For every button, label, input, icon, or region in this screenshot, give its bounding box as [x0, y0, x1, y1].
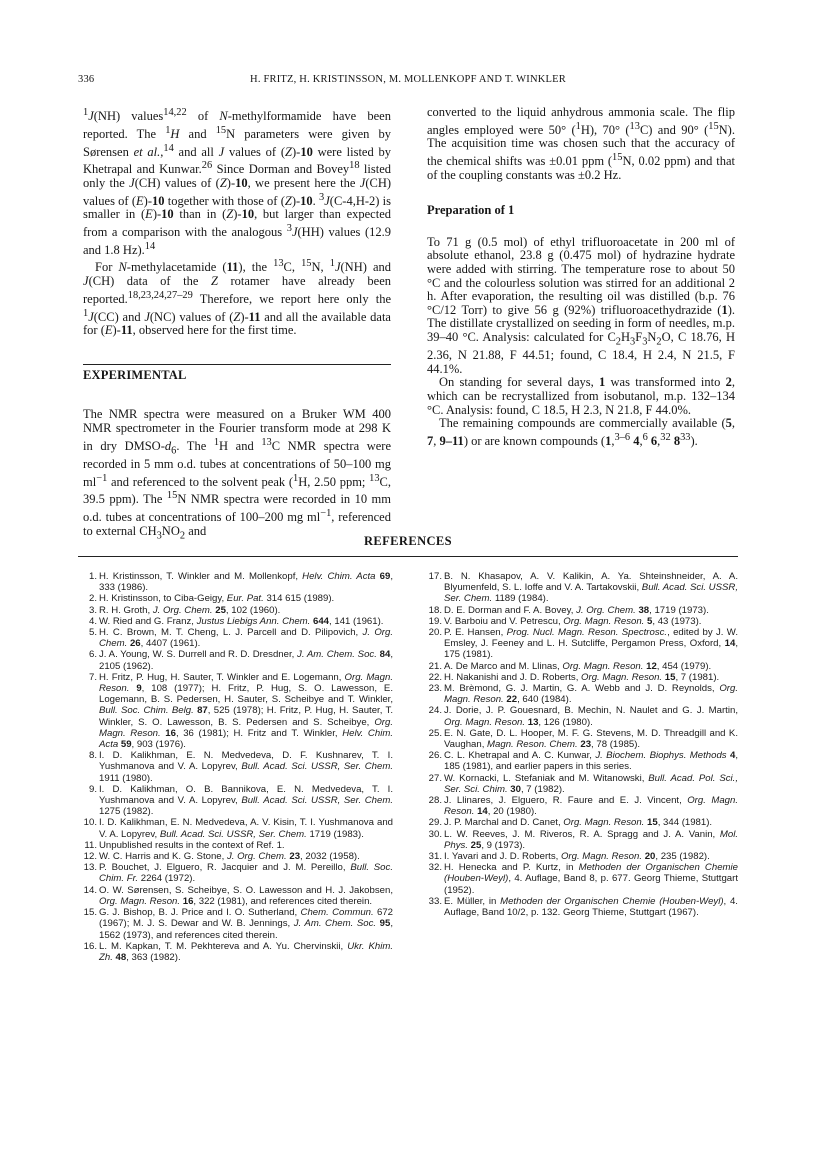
reference-number: 23 . — [428, 683, 442, 694]
reference-item — [428, 829, 738, 851]
reference-item — [83, 885, 393, 907]
reference-text: W. Ried and G. Franz, Justus Liebigs Ann. Chem. 644, 141 (1961). — [99, 615, 384, 627]
reference-text: I. Yavari and J. D. Roberts, Org. Magn. Reson. 20, 235 (1982). — [444, 851, 710, 863]
reference-text: L. M. Kapkan, T. M. Pekhtereva and A. Yu. Chervinskii, Ukr. Khim. Zh. 48, 363 (1982). — [99, 940, 393, 963]
reference-item — [83, 840, 393, 851]
reference-number: 30 . — [428, 829, 442, 840]
reference-text: L. W. Reeves, J. M. Riveros, R. A. Spragg and J. A. Vanin, Mol. Phys. 25, 9 (1973). — [444, 828, 738, 851]
reference-item — [428, 896, 738, 918]
reference-item — [83, 649, 393, 671]
reference-number: 25 . — [428, 728, 442, 739]
reference-item — [428, 750, 738, 772]
reference-text: J. Dorie, J. P. Gouesnard, B. Mechin, N. Naulet and G. J. Martin, Org. Magn. Reson. 13, 126 (1980). — [444, 705, 738, 728]
reference-number: 33 . — [428, 896, 442, 907]
reference-text: P. E. Hansen, Prog. Nucl. Magn. Reson. Spectrosc., edited by J. W. Emsley, J. Feeney and L. H. Sutcliffe, Pergamon Press, Oxford, 14, 175 (1981). — [444, 627, 738, 661]
reference-text: H. C. Brown, M. T. Cheng, L. J. Parcell and D. Pilipovich, J. Org. Chem. 26, 4407 (1961). — [99, 627, 393, 650]
reference-number: 17 . — [428, 571, 442, 582]
reference-text: I. D. Kalikhman, O. B. Bannikova, E. N. Medvedeva, T. I. Yushmanova and V. A. Lopyrev, Bull. Acad. Sci. USSR, Ser. Chem. 1275 (1982). — [99, 783, 393, 818]
paragraph: converted to the liquid anhydrous ammonia scale. The flip angles employed were 50° ($^1$H), 70° ($^{13}$C) and 90° ($^{15}$N). The acquisition time was chosen such that the accuracy of the chemical shifts was ±0.01 ppm ($^{15}$N, 0.02 ppm) and that of the coupling constants was ±0.2 Hz. — [427, 105, 735, 182]
reference-text: M. Brèmond, G. J. Martin, G. A. Webb and J. D. Reynolds, Org. Magn. Reson. 22, 640 (1984). — [444, 683, 738, 706]
reference-number: 2 . — [83, 593, 97, 604]
reference-text: Unpublished results in the context of Ref. 1. — [99, 839, 285, 851]
reference-item — [83, 593, 393, 604]
reference-number: 11 . — [83, 840, 97, 851]
reference-text: J. A. Young, W. S. Durrell and R. D. Dresdner, J. Am. Chem. Soc. 84, 2105 (1962). — [99, 649, 393, 672]
page-number: 336 — [78, 74, 95, 85]
reference-text: E. N. Gate, D. L. Hooper, M. F. G. Stevens, M. D. Threadgill and K. Vaughan, Magn. Reson. Chem. 23, 78 (1985). — [444, 727, 738, 751]
reference-list — [83, 571, 393, 963]
references-left-column — [83, 571, 393, 963]
reference-item — [428, 862, 738, 896]
reference-text: J. P. Marchal and D. Canet, Org. Magn. Reson. 15, 344 (1981). — [444, 817, 713, 829]
paragraph: For N-methylacetamide (11), the $^{13}$C, $^{15}$N, $^1$J(NH) and J(CH) data of the Z rotamer have already been reported.$^{18,23,24,27-29}$ Therefore, we report here only the $^1$J(CC) and J(NC) values of (Z)-11 and all the available data for (E)-11, observed here for the first time. — [83, 258, 392, 338]
reference-number: 12 . — [83, 851, 97, 862]
references-rule — [78, 556, 738, 557]
reference-item — [83, 627, 393, 649]
reference-number: 27 . — [428, 773, 442, 784]
reference-item — [428, 773, 738, 795]
reference-item — [428, 605, 738, 616]
reference-item — [428, 616, 738, 627]
reference-text: I. D. Kalikhman, E. N. Medvedeva, A. V. Kisin, T. I. Yushmanova and V. A. Lopyrev, Bull. Acad. Sci. USSR, Ser. Chem. 1719 (1983). — [99, 817, 393, 840]
reference-text: A. De Marco and M. Llinas, Org. Magn. Reson. 12, 454 (1979). — [444, 660, 712, 672]
reference-number: 8 . — [83, 750, 97, 761]
reference-text: G. J. Bishop, B. J. Price and I. O. Sutherland, Chem. Commun. 672 (1967); M. J. S. Dewar and W. B. Jennings, J. Am. Chem. Soc. 95, 1562 (1973), and references cited therein. — [99, 907, 393, 941]
references-heading: REFERENCES — [363, 534, 453, 548]
reference-number: 7 . — [83, 672, 97, 683]
running-head-authors: H. FRITZ, H. KRISTINSSON, M. MOLLENKOPF AND T. WINKLER — [250, 74, 566, 85]
reference-text: W. C. Harris and K. G. Stone, J. Org. Chem. 23, 2032 (1958). — [99, 851, 360, 863]
reference-list — [428, 571, 738, 918]
paragraph: To 71 g (0.5 mol) of ethyl trifluoroacetate in 200 ml of absolute ethanol, 23.8 g (0.475 mol) of hydrazine hydrate were added with stirring. The temperature rose to about 50 °C and the colourless solution was stirred for an additional 2 h. After evaporation, the resulting oil was distilled (b.p. 76 °C/12 Torr) to give 56 g (92%) trifluoroacethydrazide (1). The distillate crystallized on seeding in form of needles, m.p. 39–40 °C. Analysis: calculated for $C_2H_3F_3N_2O$, C 18.76, H 2.36, N 21.88, F 44.51; found, C 18.4, H 2.4, N 21.5, F 44.1%. — [427, 234, 735, 376]
running-header — [78, 74, 738, 90]
reference-number: 31 . — [428, 851, 442, 862]
reference-text: W. Kornacki, L. Stefaniak and M. Witanowski, Bull. Acad. Pol. Sci., Ser. Sci. Chim. 30, 7 (1982). — [444, 772, 738, 795]
reference-item — [428, 661, 738, 672]
reference-number: 13 . — [83, 862, 97, 873]
reference-number: 32 . — [428, 862, 442, 873]
paragraph: $^1$J(NH) values$^{14,22}$ of N-methylformamide have been reported. The $^1$H and $^{15}$N parameters were given by Sørensen et al.,$^{14}$ and all J values of (Z)-10 were listed by Khetrapal and Kunwar.$^{26}$ Since Dorman and Bovey$^{18}$ listed only the J(CH) values of (Z)-10, we present here the J(CH) values of (E)-10 together with those of (Z)-10. $^3$J(C-4,H-2) is smaller in (E)-10 than in (Z)-10, but larger than expected from a comparison with the analogous $^3$J(HH) values (12.9 and 1.8 Hz).$^{14}$ — [83, 107, 392, 257]
subsection-heading-preparation: Preparation of 1 — [427, 203, 515, 218]
reference-item — [83, 616, 393, 627]
reference-text: I. D. Kalikhman, E. N. Medvedeva, D. F. Kushnarev, T. I. Yushmanova and V. A. Lopyrev, Bull. Acad. Sci. USSR, Ser. Chem. 1911 (1980). — [99, 750, 393, 784]
reference-number: 4 . — [83, 616, 97, 627]
reference-number: 19 . — [428, 616, 442, 627]
reference-number: 26 . — [428, 750, 442, 761]
section-heading-experimental: EXPERIMENTAL — [83, 364, 391, 383]
reference-number: 14 . — [83, 885, 97, 896]
reference-item — [83, 605, 393, 616]
reference-text: B. N. Khasapov, A. V. Kalikin, A. Ya. Shteinshneider, A. A. Blyumenfeld, S. L. Ioffe and V. A. Tartakovskii, Bull. Acad. Sci. USSR, Ser. Chem. 1189 (1984). — [444, 571, 738, 605]
left-column — [83, 106, 391, 543]
reference-text: R. H. Groth, J. Org. Chem. 25, 102 (1960). — [99, 604, 281, 616]
reference-text: C. L. Khetrapal and A. C. Kunwar, J. Biochem. Biophys. Methods 4, 185 (1981), and earlier papers in this series. — [444, 750, 738, 773]
reference-item — [428, 795, 738, 817]
reference-number: 6 . — [83, 649, 97, 660]
reference-item — [83, 571, 393, 593]
reference-number: 9 . — [83, 784, 97, 795]
reference-number: 10 . — [83, 817, 97, 828]
reference-item — [83, 750, 393, 784]
reference-text: D. E. Dorman and F. A. Bovey, J. Org. Chem. 38, 1719 (1973). — [444, 604, 709, 616]
reference-number: 20 . — [428, 627, 442, 638]
reference-text: J. Llinares, J. Elguero, R. Faure and E. J. Vincent, Org. Magn. Reson. 14, 20 (1980). — [444, 795, 738, 818]
reference-text: H. Henecka and P. Kurtz, in Methoden der Organischen Chemie (Houben-Weyl), 4. Auflage, Band 8, p. 677. Georg Thieme, Stuttgart (1952). — [444, 862, 738, 896]
reference-number: 1 . — [83, 571, 97, 582]
reference-number: 3 . — [83, 605, 97, 616]
reference-number: 18 . — [428, 605, 442, 616]
reference-text: E. Müller, in Methoden der Organischen Chemie (Houben-Weyl), 4. Auflage, Band 10/2, p. 132. Georg Thieme, Stuttgart (1967). — [444, 895, 738, 919]
right-column — [427, 106, 735, 448]
reference-text: H. Kristinsson, T. Winkler and M. Mollenkopf, Helv. Chim. Acta 69, 333 (1986). — [99, 571, 393, 594]
reference-number: 24 . — [428, 705, 442, 716]
reference-text: H. Nakanishi and J. D. Roberts, Org. Magn. Reson. 15, 7 (1981). — [444, 671, 720, 683]
reference-item — [83, 941, 393, 963]
reference-item — [428, 627, 738, 661]
reference-item — [428, 705, 738, 727]
reference-number: 21 . — [428, 661, 442, 672]
reference-number: 16 . — [83, 941, 97, 952]
reference-item — [428, 817, 738, 828]
reference-item — [428, 728, 738, 750]
reference-number: 22 . — [428, 672, 442, 683]
reference-text: H. Kristinsson, to Ciba-Geigy, Eur. Pat. 314 615 (1989). — [99, 593, 335, 605]
reference-text: P. Bouchet, J. Elguero, R. Jacquier and J. M. Pereillo, Bull. Soc. Chim. Fr. 2264 (1972). — [99, 862, 393, 885]
reference-item — [83, 784, 393, 818]
reference-text: H. Fritz, P. Hug, H. Sauter, T. Winkler and E. Logemann, Org. Magn. Reson. 9, 108 (1977); H. Fritz, P. Hug, S. O. Lawesson, E. Logemann, B. S. Pedersen, H. Sauter, S. Scheibye and T. Winkler, Bull. Soc. Chim. Belg. 87, 525 (1978); H. Fritz, P. Hug, H. Sauter, T. Winkler, S. O. Lawesson, B. S. Pedersen and S. Scheibye, Org. Magn. Reson. 16, 36 (1981); H. Fritz and T. Winkler, Helv. Chim. Acta 59, 903 (1976). — [99, 671, 393, 751]
reference-number: 28 . — [428, 795, 442, 806]
reference-item — [428, 672, 738, 683]
reference-item — [83, 907, 393, 941]
reference-item — [83, 862, 393, 884]
paragraph: The NMR spectra were measured on a Bruker WM 400 NMR spectrometer in the Fourier transform mode at 298 K in dry DMSO-$d_6$. The $^1$H and $^{13}$C NMR spectra were recorded in 5 mm o.d. tubes at concentrations of 50–100 mg $ml^{-1}$ and referenced to the solvent peak ($^1$H, 2.50 ppm; $^{13}$C, 39.5 ppm). The $^{15}$N NMR spectra were recorded in 10 mm o.d. tubes at concentrations of 100–200 mg $ml^{-1}$, referenced to external $CH_3NO_2$ and — [83, 407, 391, 542]
reference-item — [428, 851, 738, 862]
reference-text: V. Barboiu and V. Petrescu, Org. Magn. Reson. 5, 43 (1973). — [444, 615, 702, 627]
reference-number: 5 . — [83, 627, 97, 638]
reference-text: O. W. Sørensen, S. Scheibye, S. O. Lawesson and H. J. Jakobsen, Org. Magn. Reson. 16, 322 (1981), and references cited therein. — [99, 884, 393, 907]
reference-item — [428, 683, 738, 705]
reference-item — [83, 851, 393, 862]
paragraph: On standing for several days, 1 was transformed into 2, which can be recrystallized from isobutanol, m.p. 132–134 °C. Analysis: found, C 18.5, H 2.3, N 21.8, F 44.0%. — [427, 375, 735, 417]
reference-number: 15 . — [83, 907, 97, 918]
paragraph: The remaining compounds are commercially available (5, 7, 9–11) or are known compounds (1,$^{3-6}$ 4,$^6$ 6,32 $8^{33}$). — [427, 416, 735, 448]
reference-item — [83, 672, 393, 750]
reference-item — [83, 817, 393, 839]
reference-number: 29 . — [428, 817, 442, 828]
reference-item — [428, 571, 738, 605]
references-right-column — [428, 571, 738, 918]
